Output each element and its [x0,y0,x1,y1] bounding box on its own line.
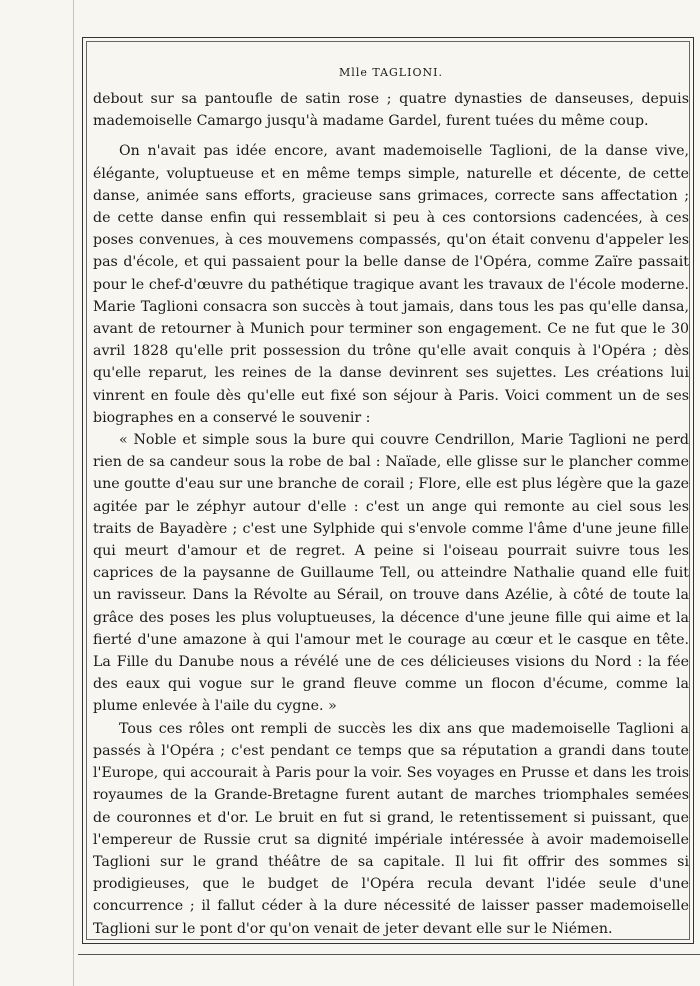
paragraph-quotation: « Noble et simple sous la bure qui couvre Cendrillon, Marie Taglioni ne perd rien de sa candeur sous la robe de bal : Naïade, elle glisse sur le plancher comme une goutte d'eau sur une branche de corail ; Flore, elle est plus légère que la gaze agitée par le zéphyr autour d'elle : c'est un ange qui remonte au ciel sous les traits de Bayadère ; c'est une Sylphide qui s'envole comme l'âme d'une jeune fille qui meurt d'amour et de regret. A peine si l'oiseau pourrait suivre tous les caprices de la paysanne de Guillaume Tell, ou atteindre Nathalie quand elle fuit un ravisseur. Dans la Révolte au Sérail, on trouve dans Azélie, à côté de toute la grâce des poses les plus voluptueuses, la décence d'une jeune fille qui aime et la fierté d'une amazone à qui l'amour met le courage au cœur et le casque en tête. La Fille du Danube nous a révélé une de ces délicieuses visions du Nord : la fée des eaux qui vogue sur le grand fleuve comme un flocon d'écume, comme la plume enlevée à l'aile du cygne. » [93,432,689,715]
paragraph-roles: Tous ces rôles ont rempli de succès les dix ans que mademoiselle Taglioni a passés à l'Opéra ; c'est pendant ce temps que sa réputation a grandi dans toute l'Europe, qui accourait à Paris pour la voir. Ses voyages en Prusse et dans les trois royaumes de la Grande-Bretagne furent autant de marches triomphales semées de couronnes et d'or. Le bruit en fut si grand, le retentissement si puissant, que l'empereur de Russie crut sa dignité impériale intéressée à avoir mademoiselle Taglioni sur le grand théâtre de sa capitale. Il lui fit offrir des sommes si prodigieuses, que le budget de l'Opéra recula devant l'idée seule d'une concurrence ; il fallut céder à la dure nécessité de laisser passer mademoiselle Taglioni sur le pont d'or qu'on venait de jeter devant elle sur le Niémen. [93,720,689,937]
running-head: Mlle TAGLIONI. [339,66,443,79]
body-text [93,88,689,940]
page-edge-line [73,0,74,986]
paragraph-danse: On n'avait pas idée encore, avant mademoiselle Taglioni, de la danse vive, élégante, voluptueuse et en même temps simple, naturelle et décente, de cette danse, animée sans efforts, gracieuse sans grimaces, correcte sans affectation ; de cette danse enfin qui ressemblait si peu à ces contorsions cadencées, à ces poses convenues, à ces mouvemens compassés, qu'on était convenu d'appeler les pas d'école, et qui passaient pour la belle danse de l'Opéra, comme Zaïre passait pour le chef-d'œuvre du pathétique tragique avant les travaux de l'école moderne. Marie Taglioni consacra son succès à tout jamais, dans tous les pas qu'elle dansa, avant de retourner à Munich pour terminer son engagement. Ce ne fut que le 30 avril 1828 qu'elle prit possession du trône qu'elle avait conquis à l'Opéra ; dès qu'elle reparut, les reines de la danse devinrent ses sujettes. Les créations lui vinrent en foule dès qu'elle eut fixé son séjour à Paris. Voici comment un de ses biographes en a conservé le souvenir : [93,143,689,426]
bottom-rule [78,954,700,955]
paragraph-continuation: debout sur sa pantoufle de satin rose ; quatre dynasties de danseuses, depuis mademoiselle Camargo jusqu'à madame Gardel, furent tuées du même coup. [93,91,689,130]
